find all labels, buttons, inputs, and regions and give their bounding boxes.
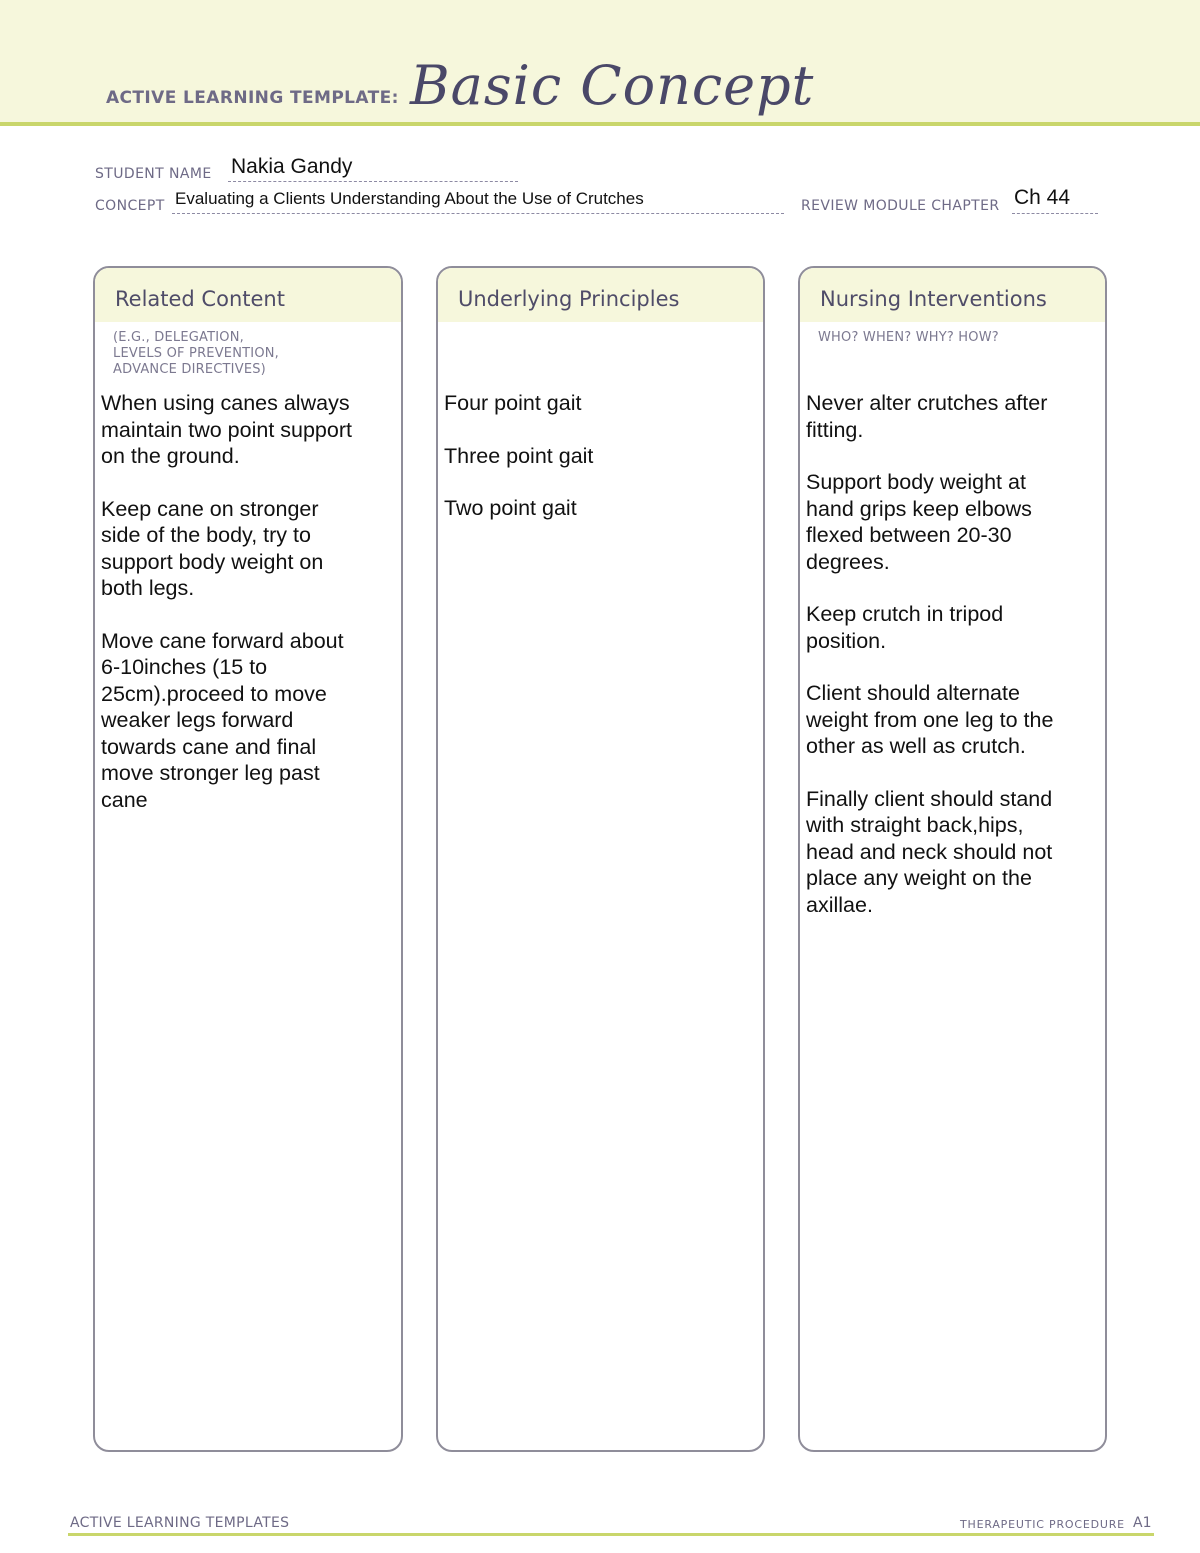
paragraph: Keep crutch in tripod position. — [806, 602, 1004, 653]
panel-body[interactable] — [101, 390, 391, 839]
page-title: Basic Concept — [410, 54, 815, 117]
panel-body[interactable] — [444, 390, 753, 548]
paragraph: Never alter crutches after fitting. — [806, 391, 1048, 442]
nursing-interventions-panel — [798, 266, 1107, 1452]
underlying-principles-panel — [436, 266, 765, 1452]
paragraph: Keep cane on stronger side of the body, try to support body weight on both legs. — [101, 496, 324, 600]
concept-line — [172, 213, 784, 214]
panel-subtitle: WHO? WHEN? WHY? HOW? — [818, 330, 999, 345]
related-content-panel — [93, 266, 403, 1452]
paragraph: Client should alternate weight from one leg to the other as well as crutch. — [806, 681, 1054, 758]
panel-subtitle: (E.G., DELEGATION, LEVELS OF PREVENTION, ADVANCE DIRECTIVES) — [113, 330, 280, 377]
paragraph: Finally client should stand with straight back,hips, head and neck should not place any weight on the axillae. — [806, 786, 1053, 917]
paragraph: Four point gait — [444, 391, 582, 415]
page-number: A1 — [1133, 1515, 1152, 1531]
paragraph: Three point gait — [444, 443, 594, 468]
student-name-line — [228, 181, 518, 182]
student-name-field[interactable]: Nakia Gandy — [231, 155, 353, 178]
panel-header — [800, 268, 1105, 322]
header-rule — [0, 122, 1200, 126]
footer-right-label: THERAPEUTIC PROCEDURE — [960, 1518, 1125, 1531]
chapter-field[interactable]: Ch 44 — [1014, 186, 1071, 209]
panel-header — [438, 268, 763, 322]
panel-title: Nursing Interventions — [820, 287, 1047, 311]
template-label: ACTIVE LEARNING TEMPLATE: — [106, 88, 399, 108]
footer-rule — [68, 1533, 1154, 1536]
chapter-label: REVIEW MODULE CHAPTER — [801, 198, 1000, 214]
paragraph: Support body weight at hand grips keep elbows flexed between 20-30 degrees. — [806, 470, 1032, 574]
student-name-label: STUDENT NAME — [95, 166, 212, 182]
panel-header — [95, 268, 401, 322]
footer-left-label: ACTIVE LEARNING TEMPLATES — [70, 1515, 290, 1531]
paragraph: Move cane forward about 6-10inches (15 to 25cm).proceed to move weaker legs forward towards cane and final move stronger leg past cane — [101, 628, 344, 812]
chapter-line — [1012, 213, 1098, 214]
paragraph: When using canes always maintain two point support on the ground. — [101, 391, 352, 468]
panel-title: Related Content — [115, 287, 285, 311]
concept-label: CONCEPT — [95, 198, 165, 214]
paragraph: Two point gait — [444, 496, 577, 520]
concept-field[interactable]: Evaluating a Clients Understanding About the Use of Crutches — [175, 189, 644, 208]
panel-body[interactable] — [806, 390, 1095, 944]
panel-title: Underlying Principles — [458, 287, 680, 311]
